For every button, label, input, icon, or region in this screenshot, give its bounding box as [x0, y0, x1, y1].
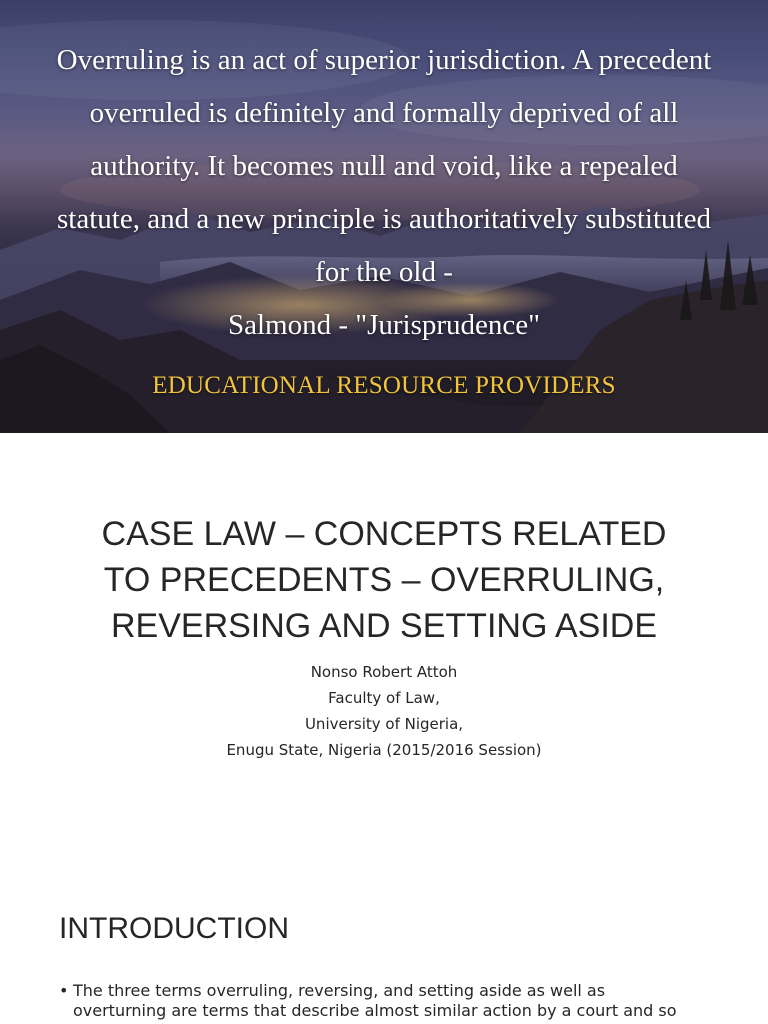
quote-text: [10, 34, 758, 352]
author-location: Enugu State, Nigeria (2015/2016 Session): [226, 741, 542, 759]
quote-line: overruled is definitely and formally deprived of all: [89, 97, 679, 129]
bullet-text: [73, 981, 739, 1021]
quote-slide: [0, 0, 768, 433]
bullet-line: overturning are terms that describe almost similar action by a court and so: [73, 1001, 677, 1020]
quote-line: for the old -: [315, 256, 453, 288]
document-title: [0, 511, 768, 649]
introduction-slide: [0, 853, 768, 1024]
quote-attribution: Salmond - "Jurisprudence": [227, 309, 540, 341]
title-slide: [0, 433, 768, 853]
author-info: [0, 659, 768, 763]
section-heading: INTRODUCTION: [59, 912, 289, 945]
title-line: CASE LAW – CONCEPTS RELATED: [101, 515, 667, 553]
bullet-item: [59, 981, 739, 1021]
author-faculty: Faculty of Law,: [328, 689, 440, 707]
author-name: Nonso Robert Attoh: [310, 663, 458, 681]
quote-line: Overruling is an act of superior jurisdiction. A precedent: [56, 44, 712, 76]
title-line: TO PRECEDENTS – OVERRULING,: [103, 561, 665, 599]
brand-text: EDUCATIONAL RESOURCE PROVIDERS: [152, 372, 616, 399]
quote-line: statute, and a new principle is authoritatively substituted: [57, 203, 711, 235]
quote-line: authority. It becomes null and void, like a repealed: [90, 150, 678, 182]
bullet-icon: •: [59, 981, 69, 1000]
title-line: REVERSING AND SETTING ASIDE: [110, 607, 657, 645]
author-university: University of Nigeria,: [304, 715, 464, 733]
bullet-line: The three terms overruling, reversing, and setting aside as well as: [73, 981, 606, 1000]
